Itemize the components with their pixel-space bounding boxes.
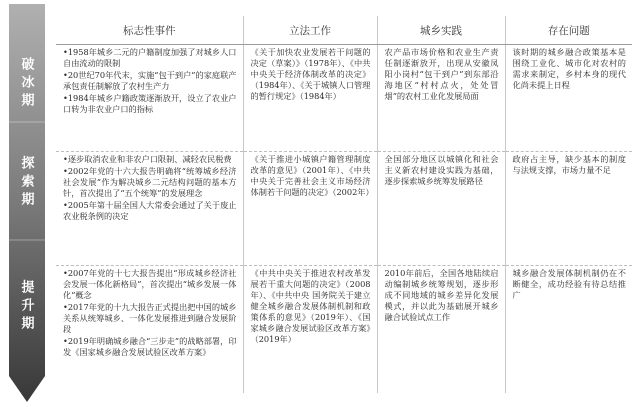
event-item: •2019年明确城乡融合“三步走”的战略部署，印发《国家城乡融合发展试验区改革方案》	[63, 336, 237, 357]
legislation-cell: 《中共中央关于推进农村改革发展若干重大问题的决定》（2008年）、《中共中央 国务院关于建立健全城乡融合发展体制机制和政策体系的意见》（2019年）、《国家城乡融合发展试验区改革方案》（2019年）	[243, 266, 377, 394]
practice-cell: 2010年前后，全国各地陆续启动编制城乡统筹规划，逐步形成不同地域的城乡差异化发展模式，并以此为基础展开城乡融合试验试点工作	[377, 266, 505, 394]
table-header-row	[56, 16, 632, 45]
table-row	[56, 266, 632, 394]
event-item: •2002年党的十六大报告明确将“统筹城乡经济社会发展”作为解决城乡二元结构问题的基本方针，首次提出了“五个统筹”的发展理念	[63, 166, 237, 198]
event-item: •1958年城乡二元的户籍制度加强了对城乡人口自由流动的限制	[63, 47, 237, 68]
legislation-cell: 《关于推进小城镇户籍管理制度改革的意见》（2001年）、《中共中央关于完善社会主义市场经济体制若干问题的决定》（2002年）	[243, 152, 377, 266]
stage-table	[56, 16, 632, 393]
table-row	[56, 152, 632, 266]
stage-label-3: 提升期	[18, 280, 34, 334]
events-cell	[56, 266, 243, 394]
stage-label-1: 破冰期	[18, 57, 34, 111]
header-practice: 城乡实践	[377, 16, 505, 45]
event-item: •2005年第十届全国人大常委会通过了关于废止农业税条例的决定	[63, 200, 237, 221]
header-legislation: 立法工作	[243, 16, 377, 45]
event-item: •2017年党的十九大报告正式提出把中国的城乡关系从统筹城乡、一体化发展推进到融合发展阶段	[63, 302, 237, 334]
problems-cell: 城乡融合发展体制机制仍在不断健全，成功经验有待总结推广	[512, 268, 626, 300]
practice-cell: 全国部分地区以城镇化和社会主义新农村建设实践为基础，逐步探索城乡统筹发展路径	[377, 152, 505, 266]
header-problems: 存在问题	[505, 16, 632, 45]
events-cell	[56, 45, 243, 152]
legislation-cell: 《关于加快农业发展若干问题的决定（草案）》（1978年）、《中共中央关于经济体制改革的决定》（1984年）、《关于城镇人口管理的暂行规定》（1984年）	[243, 45, 377, 152]
event-item: •2007年党的十七大报告提出“形成城乡经济社会发展一体化新格局”，首次提出“城乡发展一体化”概念	[63, 268, 237, 300]
events-cell	[56, 152, 243, 266]
practice-cell: 农产品市场价格和农业生产责任制逐渐放开，出现从安徽凤阳小岗村“包干到户”到东部沿海地区“村村点火，处处冒烟”的农村工业化发展局面	[377, 45, 505, 152]
header-events: 标志性事件	[56, 16, 243, 45]
problems-cell: 政府占主导，缺少基本的制度与法规支撑，市场力量不足	[505, 152, 632, 266]
problems-cell: 该时期的城乡融合政策基本是围绕工业化、城市化对农村的需求来制定，乡村本身的现代化尚未提上日程	[505, 45, 632, 152]
event-item: •20世纪70年代末，实施“包干到户”的家庭联产承包责任制解放了农村生产力	[63, 70, 237, 91]
event-item: •逐步取消农业和非农户口限制、减轻农民税费	[63, 154, 232, 164]
event-item: •1984年城乡户籍政策逐渐放开，设立了农业户口转为非农业户口的指标	[63, 93, 237, 114]
stage-label-2: 探索期	[18, 156, 34, 210]
table-row	[56, 45, 632, 152]
